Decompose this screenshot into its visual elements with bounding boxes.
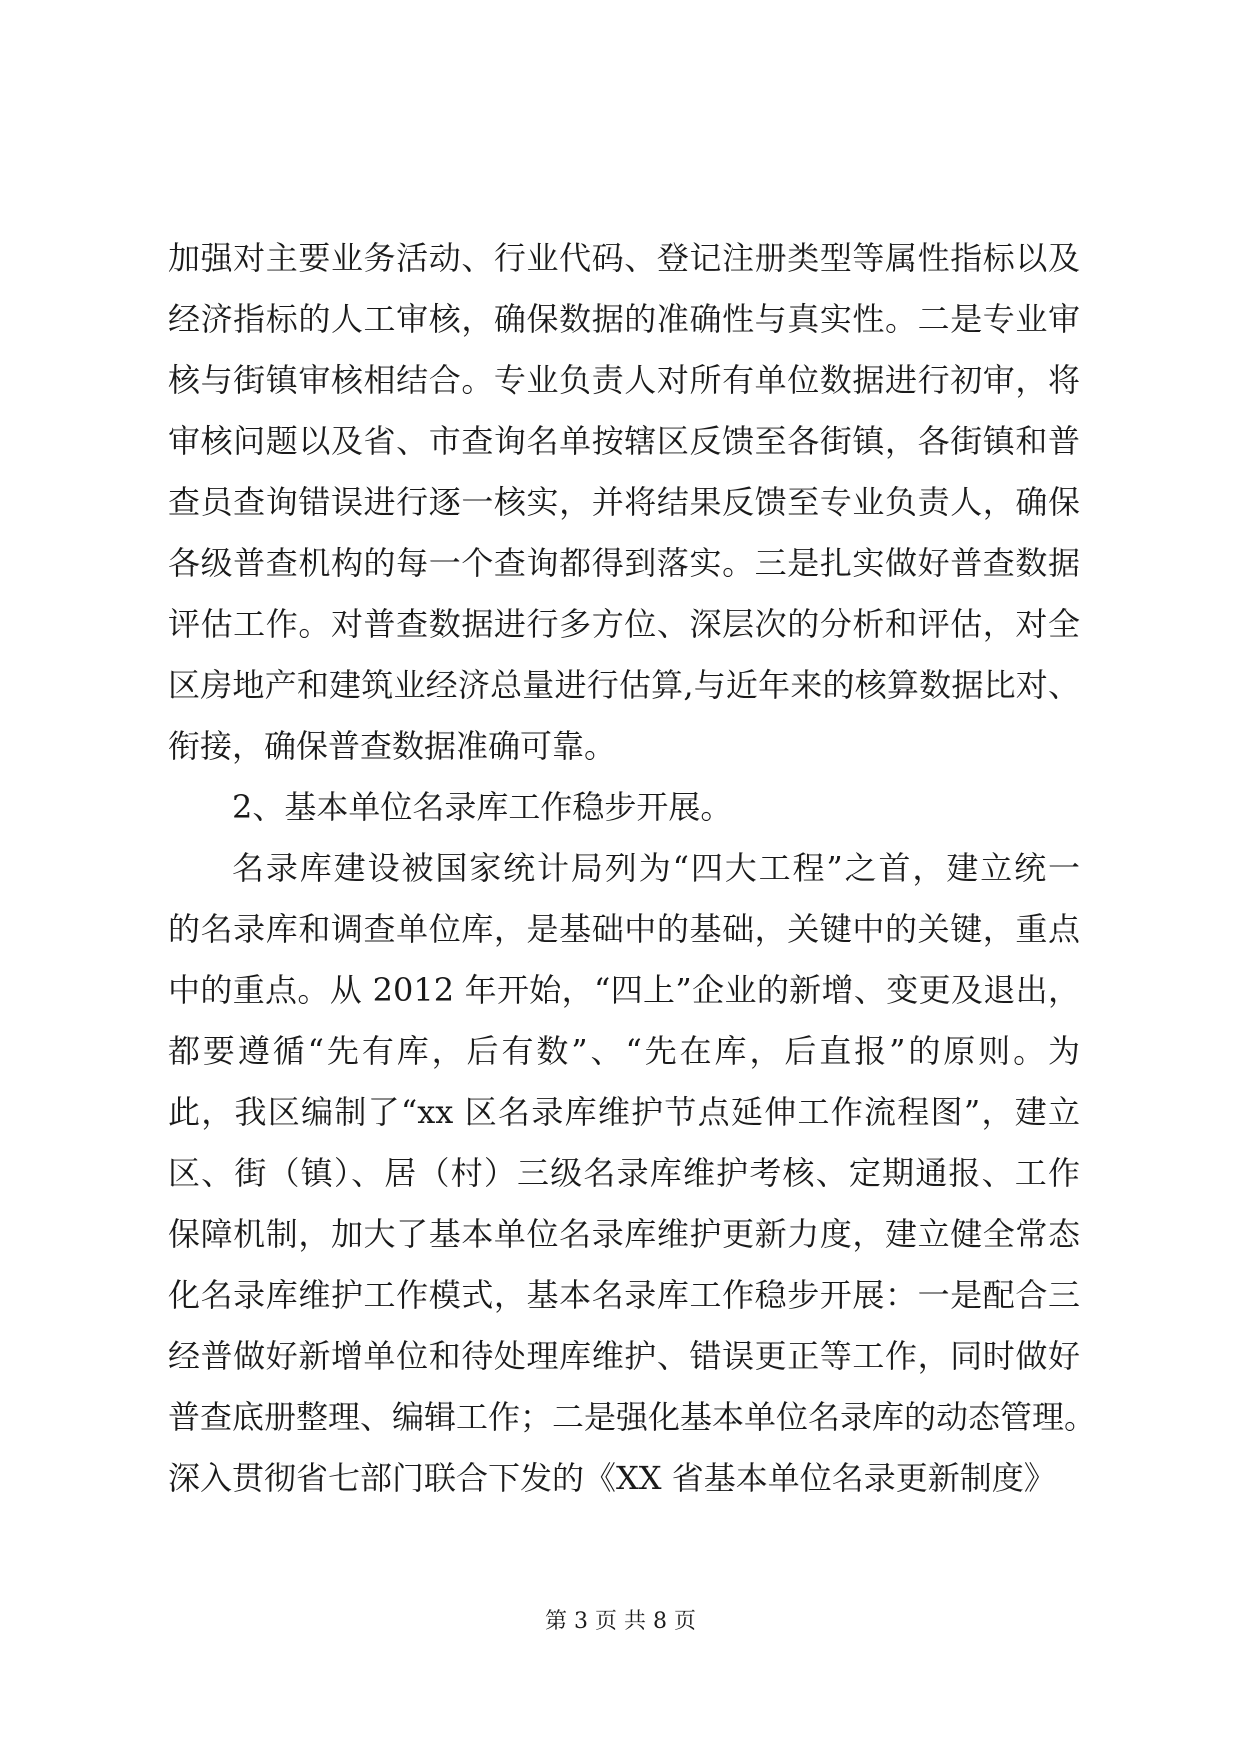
body-text	[168, 228, 1097, 1509]
text-line: 查员查询错误进行逐一核实，并将结果反馈至专业负责人，确保	[168, 483, 1080, 521]
text-line: 衔接，确保普查数据准确可靠。	[168, 727, 617, 765]
page-number: 第 3 页 共 8 页	[545, 1609, 696, 1634]
text-line: 区房地产和建筑业经济总量进行估算,与近年来的核算数据比对、	[168, 666, 1080, 704]
text-line: 评估工作。对普查数据进行多方位、深层次的分析和评估，对全	[168, 605, 1080, 643]
text-line: 区、街（镇）、居（村）三级名录库维护考核、定期通报、工作	[168, 1154, 1080, 1192]
text-line: 经普做好新增单位和待处理库维护、错误更正等工作，同时做好	[168, 1337, 1080, 1375]
text-line: 普查底册整理、编辑工作；二是强化基本单位名录库的动态管理。	[168, 1398, 1097, 1436]
text-line: 各级普查机构的每一个查询都得到落实。三是扎实做好普查数据	[168, 544, 1080, 582]
text-line: 名录库建设被国家统计局列为“四大工程”之首，建立统一	[232, 849, 1080, 887]
text-line: 化名录库维护工作模式，基本名录库工作稳步开展：一是配合三	[168, 1276, 1080, 1314]
text-line: 中的重点。从 2012 年开始，“四上”企业的新增、变更及退出，	[168, 971, 1080, 1009]
section-heading: 2、基本单位名录库工作稳步开展。	[232, 788, 733, 826]
text-line: 审核问题以及省、市查询名单按辖区反馈至各街镇，各街镇和普	[168, 422, 1080, 460]
text-line: 都要遵循“先有库，后有数”、“先在库，后直报”的原则。为	[168, 1032, 1080, 1070]
text-line: 深入贯彻省七部门联合下发的《XX 省基本单位名录更新制度》	[168, 1459, 1056, 1497]
text-line: 的名录库和调查单位库，是基础中的基础，关键中的关键，重点	[168, 910, 1080, 948]
text-line: 加强对主要业务活动、行业代码、登记注册类型等属性指标以及	[168, 239, 1080, 277]
text-line: 核与街镇审核相结合。专业负责人对所有单位数据进行初审，将	[168, 361, 1080, 399]
text-line: 保障机制，加大了基本单位名录库维护更新力度，建立健全常态	[168, 1215, 1080, 1253]
text-line: 经济指标的人工审核，确保数据的准确性与真实性。二是专业审	[168, 300, 1080, 338]
text-line: 此，我区编制了“xx 区名录库维护节点延伸工作流程图”，建立	[168, 1093, 1080, 1131]
